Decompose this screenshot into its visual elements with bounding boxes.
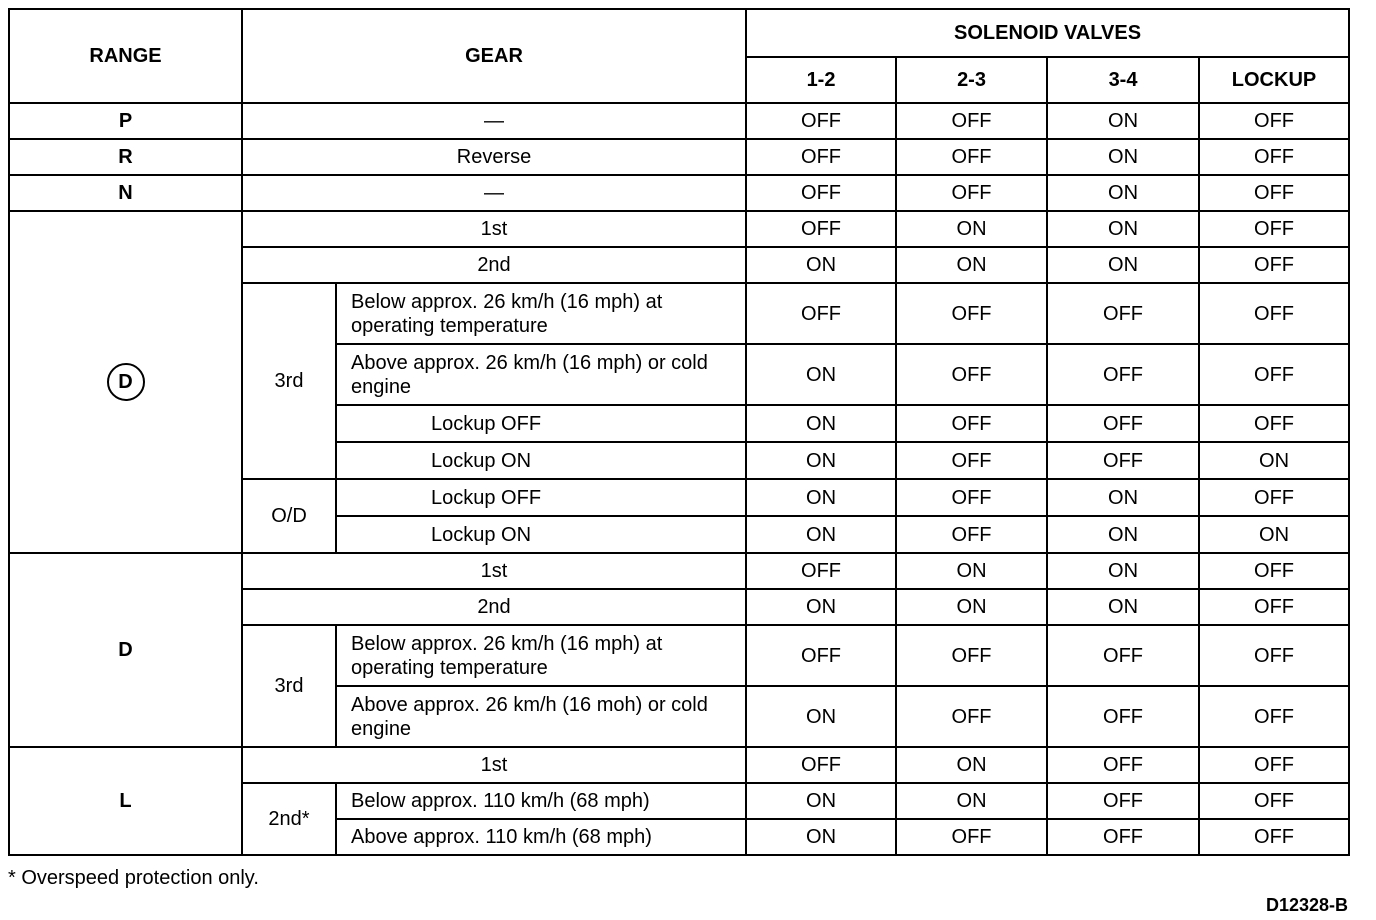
valve-lockup-cell: OFF <box>1199 247 1349 283</box>
valve-3-4-cell: OFF <box>1047 747 1199 783</box>
gear-cell: 1st <box>242 747 746 783</box>
valve-lockup-cell: ON <box>1199 516 1349 553</box>
valve-1-2-cell: ON <box>746 783 896 819</box>
valve-lockup-cell: OFF <box>1199 589 1349 625</box>
gear-cell: Reverse <box>242 139 746 175</box>
range-cell-circled-d <box>9 211 242 553</box>
valve-3-4-cell: OFF <box>1047 283 1199 344</box>
range-cell: D <box>9 553 242 747</box>
valve-lockup-cell: OFF <box>1199 344 1349 405</box>
condition-cell: Below approx. 110 km/h (68 mph) <box>336 783 746 819</box>
gear-cell: 3rd <box>242 625 336 747</box>
valve-lockup-cell: OFF <box>1199 783 1349 819</box>
range-cell: R <box>9 139 242 175</box>
valve-1-2-cell: ON <box>746 344 896 405</box>
header-solenoid-valves: SOLENOID VALVES <box>746 9 1349 57</box>
gear-cell: O/D <box>242 479 336 553</box>
valve-3-4-cell: OFF <box>1047 686 1199 747</box>
header-valve-2-3: 2-3 <box>896 57 1047 103</box>
table-row <box>9 175 1349 211</box>
valve-1-2-cell: ON <box>746 819 896 855</box>
range-cell: P <box>9 103 242 139</box>
valve-3-4-cell: ON <box>1047 553 1199 589</box>
valve-1-2-cell: OFF <box>746 747 896 783</box>
valve-3-4-cell: OFF <box>1047 344 1199 405</box>
valve-1-2-cell: OFF <box>746 553 896 589</box>
range-cell: L <box>9 747 242 855</box>
valve-1-2-cell: ON <box>746 516 896 553</box>
header-valve-lockup: LOCKUP <box>1199 57 1349 103</box>
gear-cell: 2nd <box>242 247 746 283</box>
range-cell: N <box>9 175 242 211</box>
valve-2-3-cell: OFF <box>896 344 1047 405</box>
valve-1-2-cell: ON <box>746 405 896 442</box>
valve-2-3-cell: OFF <box>896 139 1047 175</box>
valve-1-2-cell: OFF <box>746 211 896 247</box>
valve-1-2-cell: OFF <box>746 625 896 686</box>
condition-cell: Above approx. 26 km/h (16 mph) or cold engine <box>336 344 746 405</box>
table-row <box>9 747 1349 783</box>
valve-2-3-cell: OFF <box>896 442 1047 479</box>
valve-3-4-cell: OFF <box>1047 819 1199 855</box>
valve-lockup-cell: OFF <box>1199 175 1349 211</box>
valve-lockup-cell: OFF <box>1199 625 1349 686</box>
valve-2-3-cell: OFF <box>896 516 1047 553</box>
table-row <box>9 139 1349 175</box>
valve-1-2-cell: ON <box>746 479 896 516</box>
valve-2-3-cell: ON <box>896 747 1047 783</box>
header-valve-1-2: 1-2 <box>746 57 896 103</box>
valve-lockup-cell: OFF <box>1199 283 1349 344</box>
valve-1-2-cell: OFF <box>746 283 896 344</box>
valve-lockup-cell: OFF <box>1199 686 1349 747</box>
table-row <box>9 103 1349 139</box>
valve-2-3-cell: OFF <box>896 625 1047 686</box>
header-range: RANGE <box>9 9 242 103</box>
valve-2-3-cell: ON <box>896 553 1047 589</box>
valve-3-4-cell: ON <box>1047 103 1199 139</box>
condition-cell: Lockup ON <box>336 442 746 479</box>
valve-3-4-cell: ON <box>1047 247 1199 283</box>
valve-2-3-cell: OFF <box>896 103 1047 139</box>
valve-3-4-cell: OFF <box>1047 625 1199 686</box>
figure-id: D12328-B <box>1265 895 1348 915</box>
condition-cell: Lockup ON <box>336 516 746 553</box>
gear-cell: — <box>242 175 746 211</box>
solenoid-valve-table <box>8 8 1350 856</box>
valve-1-2-cell: OFF <box>746 175 896 211</box>
condition-cell: Above approx. 26 km/h (16 moh) or cold engine <box>336 686 746 747</box>
gear-cell: 1st <box>242 553 746 589</box>
valve-lockup-cell: OFF <box>1199 405 1349 442</box>
valve-lockup-cell: OFF <box>1199 211 1349 247</box>
condition-cell: Below approx. 26 km/h (16 mph) at operating temperature <box>336 625 746 686</box>
condition-cell: Above approx. 110 km/h (68 mph) <box>336 819 746 855</box>
gear-cell: 2nd* <box>242 783 336 855</box>
valve-2-3-cell: ON <box>896 247 1047 283</box>
valve-3-4-cell: ON <box>1047 479 1199 516</box>
valve-lockup-cell: OFF <box>1199 747 1349 783</box>
valve-2-3-cell: OFF <box>896 405 1047 442</box>
valve-2-3-cell: OFF <box>896 819 1047 855</box>
valve-2-3-cell: ON <box>896 783 1047 819</box>
valve-2-3-cell: ON <box>896 211 1047 247</box>
circled-range-label: D <box>107 363 145 401</box>
valve-lockup-cell: ON <box>1199 442 1349 479</box>
valve-3-4-cell: ON <box>1047 175 1199 211</box>
valve-3-4-cell: ON <box>1047 139 1199 175</box>
valve-1-2-cell: ON <box>746 247 896 283</box>
gear-cell: 2nd <box>242 589 746 625</box>
valve-3-4-cell: OFF <box>1047 405 1199 442</box>
table-row <box>9 553 1349 589</box>
valve-1-2-cell: OFF <box>746 139 896 175</box>
valve-2-3-cell: OFF <box>896 686 1047 747</box>
valve-3-4-cell: ON <box>1047 516 1199 553</box>
valve-1-2-cell: OFF <box>746 103 896 139</box>
gear-cell: — <box>242 103 746 139</box>
valve-lockup-cell: OFF <box>1199 553 1349 589</box>
valve-3-4-cell: ON <box>1047 211 1199 247</box>
valve-1-2-cell: ON <box>746 686 896 747</box>
valve-2-3-cell: OFF <box>896 479 1047 516</box>
valve-lockup-cell: OFF <box>1199 139 1349 175</box>
valve-3-4-cell: ON <box>1047 589 1199 625</box>
valve-2-3-cell: OFF <box>896 175 1047 211</box>
condition-cell: Lockup OFF <box>336 479 746 516</box>
valve-1-2-cell: ON <box>746 442 896 479</box>
table-row <box>9 211 1349 247</box>
valve-3-4-cell: OFF <box>1047 783 1199 819</box>
footnote: * Overspeed protection only. <box>8 867 259 889</box>
valve-lockup-cell: OFF <box>1199 819 1349 855</box>
valve-1-2-cell: ON <box>746 589 896 625</box>
condition-cell: Below approx. 26 km/h (16 mph) at operating temperature <box>336 283 746 344</box>
condition-cell: Lockup OFF <box>336 405 746 442</box>
valve-lockup-cell: OFF <box>1199 479 1349 516</box>
valve-2-3-cell: ON <box>896 589 1047 625</box>
valve-3-4-cell: OFF <box>1047 442 1199 479</box>
gear-cell: 3rd <box>242 283 336 479</box>
header-gear: GEAR <box>242 9 746 103</box>
valve-2-3-cell: OFF <box>896 283 1047 344</box>
gear-cell: 1st <box>242 211 746 247</box>
header-valve-3-4: 3-4 <box>1047 57 1199 103</box>
valve-lockup-cell: OFF <box>1199 103 1349 139</box>
